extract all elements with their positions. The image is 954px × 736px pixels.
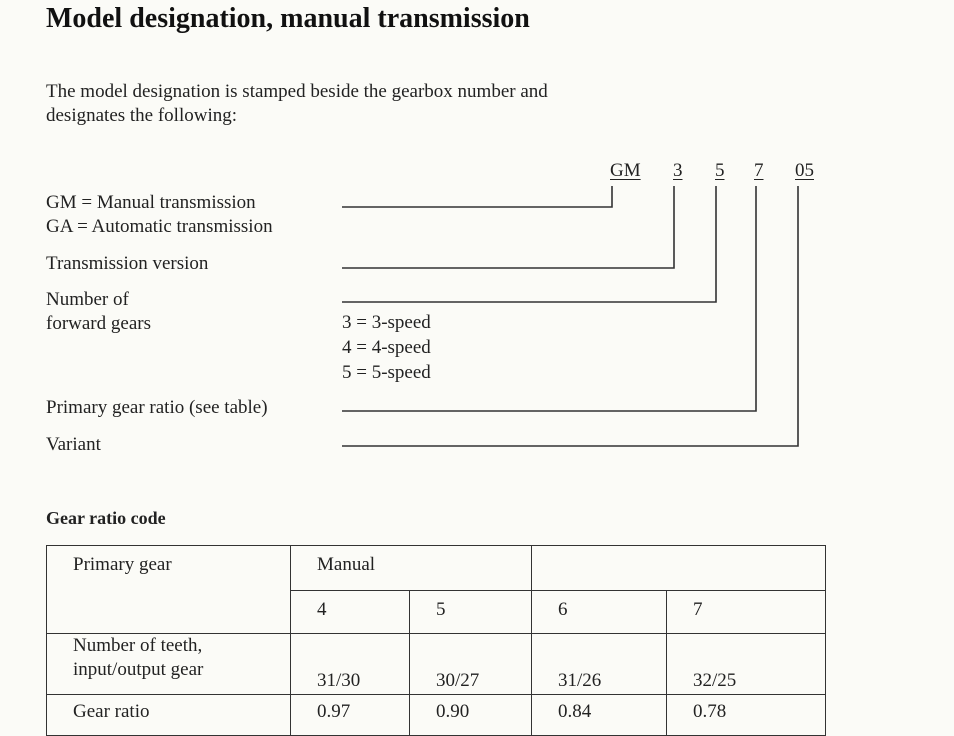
ratio-cell: 0.78 <box>667 695 826 736</box>
leader-variant <box>342 186 798 446</box>
label-gears-line1: Number of <box>46 289 129 310</box>
teeth-cell <box>667 634 826 695</box>
ratio-cell: 0.90 <box>410 695 532 736</box>
teeth-value: 31/26 <box>558 670 602 691</box>
code-cell: 6 <box>532 591 667 634</box>
table-row <box>47 695 826 736</box>
header-empty <box>532 546 826 591</box>
teeth-value: 32/25 <box>693 670 737 691</box>
code-part-version: 3 <box>673 160 683 181</box>
teeth-label-cell <box>47 634 291 695</box>
page-title: Model designation, manual transmission <box>46 3 530 34</box>
code-part-gm: GM <box>610 160 641 181</box>
teeth-value: 31/30 <box>317 670 361 691</box>
label-gears-line2: forward gears <box>46 313 151 334</box>
teeth-value: 30/27 <box>436 670 480 691</box>
teeth-cell <box>291 634 410 695</box>
intro-text: The model designation is stamped beside the gearbox number and designates the following: <box>46 81 548 126</box>
leader-version <box>342 186 674 268</box>
gear-ratio-table <box>46 545 826 736</box>
label-ratio: Primary gear ratio (see table) <box>46 397 268 418</box>
table-row <box>47 546 826 591</box>
label-variant: Variant <box>46 434 101 455</box>
label-ga: GA = Automatic transmission <box>46 216 273 237</box>
leader-ratio <box>342 186 756 411</box>
leader-gears <box>342 186 716 302</box>
code-cell: 7 <box>667 591 826 634</box>
label-version: Transmission version <box>46 253 209 274</box>
table-row <box>47 634 826 695</box>
leader-gm <box>342 186 612 207</box>
code-cell: 4 <box>291 591 410 634</box>
speed-option-3: 3 = 3-speed <box>342 312 431 333</box>
ratio-label-cell: Gear ratio <box>47 695 291 736</box>
ratio-cell: 0.84 <box>532 695 667 736</box>
teeth-label-line2: input/output gear <box>73 659 204 680</box>
label-gm: GM = Manual transmission <box>46 192 256 213</box>
code-part-gears: 5 <box>715 160 725 181</box>
table-title: Gear ratio code <box>46 508 166 528</box>
header-manual: Manual <box>291 546 532 591</box>
teeth-label-line1: Number of teeth, <box>73 635 203 656</box>
code-part-ratio: 7 <box>754 160 764 181</box>
header-primary-gear: Primary gear <box>47 546 291 634</box>
speed-option-5: 5 = 5-speed <box>342 362 431 383</box>
teeth-cell <box>410 634 532 695</box>
teeth-cell <box>532 634 667 695</box>
code-part-variant: 05 <box>795 160 814 181</box>
speed-option-4: 4 = 4-speed <box>342 337 431 358</box>
ratio-cell: 0.97 <box>291 695 410 736</box>
code-cell: 5 <box>410 591 532 634</box>
